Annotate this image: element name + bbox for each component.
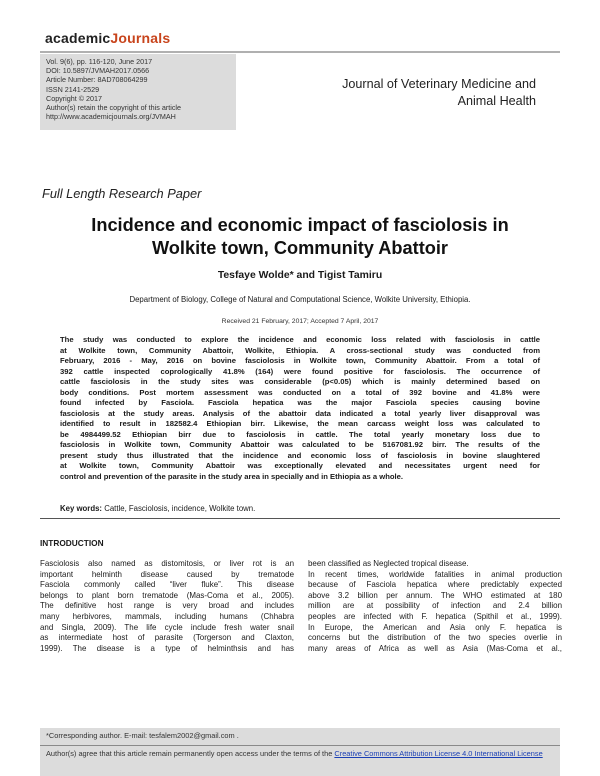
body-line: 1999). The disease is a type of helminthsis and has: [40, 643, 294, 653]
body-line: Fasciola commonly called “liver fluke”. This disease: [40, 580, 294, 590]
license-link[interactable]: Creative Commons Attribution License 4.0 International License: [334, 749, 543, 758]
license-note: Author(s) agree that this article remain permanently open access under the terms of the Creative Commons Attribution License 4.0 International License: [46, 749, 543, 758]
corresponding-author: *Corresponding author. E-mail: tesfalem2002@gmail.com .: [46, 731, 239, 740]
abstract-line: February, 2016 - May, 2016 on bovine fasciolosis in Wolkite town, Community Abattoir. From a total of: [60, 356, 540, 365]
abstract-line: control and prevention of the parasite in the study area in specially and in Ethiopia as a whole.: [60, 471, 404, 481]
body-line: many herbivores, mammals, including humans (Chhabra: [40, 611, 294, 621]
abstract-line: identified to result in 182582.4 Ethiopian birr. Likewise, the mean carcass weight loss was calculated to: [60, 419, 540, 428]
body-line: and Singla, 2009). The life cycle include fresh water snail: [40, 622, 294, 632]
body-line: peoples are infected with F. hepatica (Spithil et al., 1999).: [308, 611, 562, 621]
abstract-line: body conditions. Post mortem assessment was conducted on a total of 392 bovine and 41.8% were: [60, 387, 540, 397]
abstract-line: 392 cattle inspected coprologically 41.8% (164) were found positive for fasciolosis. The occurrence of: [60, 366, 540, 376]
abstract-line: found infected by Fasciola. Fasciola hepatica was the major Fasciola species causing bovine: [60, 398, 540, 407]
body-line: because of Fasciola hepatica where predictably expected: [308, 580, 562, 590]
abstract-line: be 4984499.52 Ethiopian birr due to fasciolosis in cattle. The total yearly monetary loss due to: [60, 429, 540, 439]
body-line: The definitive host range is very broad and includes: [40, 601, 294, 611]
affiliation: Department of Biology, College of Natural and Computational Science, Wolkite University, Ethiopia.: [129, 295, 471, 304]
body-line: belongs to plant born trematode (Mas-Coma et al., 2005).: [40, 590, 294, 600]
journal-name: Journal of Veterinary Medicine and Animal Health: [342, 77, 536, 108]
publisher-logo: academicJournals: [45, 30, 171, 46]
body-line: In recent times, worldwide fatalities in animal production: [308, 569, 562, 579]
body-line: many areas of Africa as well as Asia (Mas-Coma et al.,: [308, 643, 562, 653]
paper-title: Incidence and economic impact of fasciolosis in Wolkite town, Community Abattoir: [91, 215, 509, 258]
meta-url: http://www.academicjournals.org/JVMAH: [46, 112, 176, 122]
meta-issn: ISSN 2141-2529: [46, 84, 100, 94]
body-line: as intermediate host of parasite (Torgerson and Claxton,: [40, 633, 294, 643]
body-line: Fasciolosis also named as distomitosis, or liver rot is an: [40, 559, 294, 568]
received-dates: Received 21 February, 2017; Accepted 7 April, 2017: [221, 318, 379, 325]
abstract-line: fasciolosis at the study areas. Analysis of the abattoir data indicated a total yearly liver disapproval was: [60, 408, 540, 418]
authors: Tesfaye Wolde* and Tigist Tamiru: [217, 270, 383, 281]
paper-type: Full Length Research Paper: [42, 186, 202, 201]
article-metadata-box: [40, 54, 236, 130]
abstract-line: The study was conducted to explore the incidence and economic loss related with fasciolosis in cattle: [60, 335, 540, 344]
body-column-left: [40, 559, 294, 654]
meta-copyright: Copyright © 2017: [46, 93, 103, 103]
body-line: million are at possibility of infection and 2.4 billion: [308, 601, 562, 611]
body-line: important helminth disease caused by trematode: [40, 569, 294, 579]
abstract: [60, 335, 540, 482]
abstract-line: cattle fasciolosis in the study sites was considerable (p<0.05) which is mainly determined based on: [60, 377, 540, 386]
abstract-line: present study thus illustrated that the incidence and economic loss of fasciolosis in bovine slaughtered: [60, 450, 540, 460]
introduction-heading: INTRODUCTION: [40, 538, 104, 548]
header-divider: [40, 51, 560, 53]
body-line: concerns but the distribution of the two species overlie in: [308, 633, 562, 643]
meta-article-number: Article Number: 8AD708064299: [46, 75, 148, 85]
body-line: In Europe, the American and Asia only F. hepatica is: [308, 622, 562, 632]
footer-divider: [40, 745, 560, 746]
abstract-line: fasciolosis in Wolkite town, Community Abattoir was calculated to be 5167081.92 birr. The results of the: [60, 440, 540, 449]
keywords: Key words: Cattle, Fasciolosis, incidence, Wolkite town.: [60, 504, 256, 513]
meta-retain: Author(s) retain the copyright of this article: [46, 103, 182, 113]
keywords-divider: [40, 518, 560, 519]
abstract-line: at Wolkite town, Community Abattoir, Wolkite, Ethiopia. A cross-sectional study was conducted from: [60, 345, 540, 355]
body-column-right: [308, 559, 562, 654]
body-line: above 3.2 billion per annum. The WHO estimated at 180: [308, 590, 562, 600]
body-line: been classified as Neglected tropical disease.: [308, 559, 469, 568]
meta-volume: Vol. 9(6), pp. 116-120, June 2017: [46, 57, 153, 66]
abstract-line: at Wolkite town, Community Abattoir was exceptionally elevated and necessitates urgent need for: [60, 461, 540, 470]
meta-doi: DOI: 10.5897/JVMAH2017.0566: [46, 66, 150, 76]
